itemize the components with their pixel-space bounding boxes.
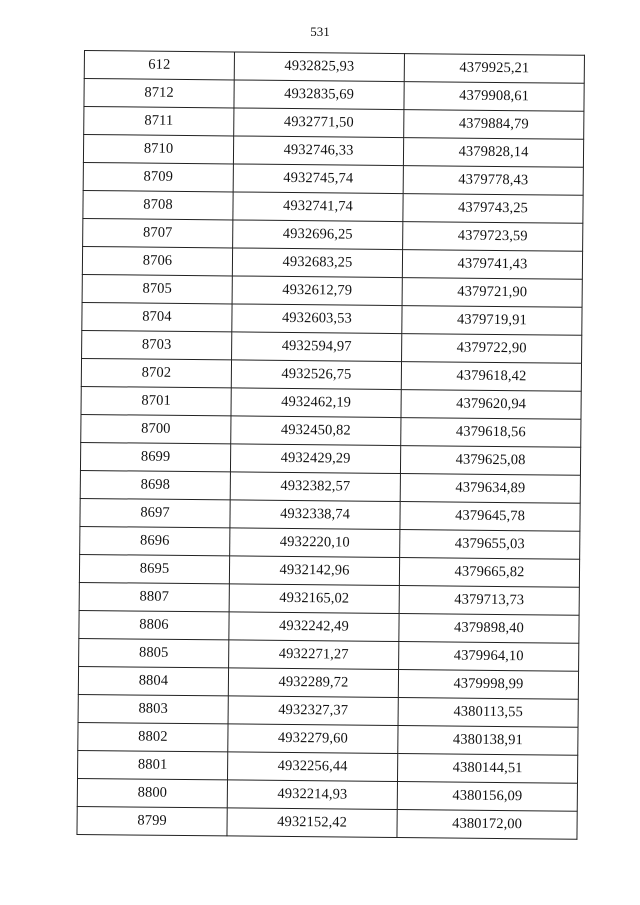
coordinates-table [76, 50, 585, 840]
point-number-cell: 8805 [79, 638, 229, 667]
x-coordinate-cell: 4932256,44 [228, 752, 398, 782]
y-coordinate-cell: 4379618,56 [401, 418, 581, 448]
point-number-cell: 8800 [77, 778, 227, 807]
x-coordinate-cell: 4932741,74 [233, 192, 403, 222]
x-coordinate-cell: 4932696,25 [233, 220, 403, 250]
point-number-cell: 8803 [78, 694, 228, 723]
coordinates-table-body [77, 51, 585, 840]
x-coordinate-cell: 4932746,33 [233, 136, 403, 166]
y-coordinate-cell: 4379721,90 [402, 278, 582, 308]
point-number-cell: 8697 [80, 498, 230, 527]
point-number-cell: 8703 [82, 330, 232, 359]
point-number-cell: 8710 [83, 135, 233, 164]
x-coordinate-cell: 4932152,42 [227, 808, 397, 838]
x-coordinate-cell: 4932603,53 [232, 304, 402, 334]
y-coordinate-cell: 4379908,61 [404, 82, 584, 112]
x-coordinate-cell: 4932214,93 [227, 780, 397, 810]
y-coordinate-cell: 4379998,99 [398, 670, 578, 700]
point-number-cell: 8700 [81, 414, 231, 443]
x-coordinate-cell: 4932594,97 [232, 332, 402, 362]
x-coordinate-cell: 4932327,37 [228, 696, 398, 726]
y-coordinate-cell: 4379620,94 [401, 390, 581, 420]
point-number-cell: 8712 [84, 79, 234, 108]
x-coordinate-cell: 4932289,72 [228, 668, 398, 698]
x-coordinate-cell: 4932165,02 [229, 584, 399, 614]
y-coordinate-cell: 4379645,78 [400, 502, 580, 532]
x-coordinate-cell: 4932279,60 [228, 724, 398, 754]
point-number-cell: 8696 [80, 526, 230, 555]
point-number-cell: 8706 [82, 246, 232, 275]
point-number-cell: 8711 [84, 107, 234, 136]
y-coordinate-cell: 4379964,10 [399, 642, 579, 672]
y-coordinate-cell: 4379828,14 [403, 138, 583, 168]
y-coordinate-cell: 4380113,55 [398, 698, 578, 728]
x-coordinate-cell: 4932242,49 [229, 612, 399, 642]
point-number-cell: 612 [84, 51, 234, 80]
y-coordinate-cell: 4379634,89 [400, 474, 580, 504]
point-number-cell: 8707 [83, 218, 233, 247]
x-coordinate-cell: 4932745,74 [233, 164, 403, 194]
y-coordinate-cell: 4379665,82 [399, 558, 579, 588]
point-number-cell: 8708 [83, 190, 233, 219]
y-coordinate-cell: 4379898,40 [399, 614, 579, 644]
x-coordinate-cell: 4932142,96 [229, 556, 399, 586]
y-coordinate-cell: 4379743,25 [403, 194, 583, 224]
x-coordinate-cell: 4932683,25 [232, 248, 402, 278]
point-number-cell: 8705 [82, 274, 232, 303]
y-coordinate-cell: 4379655,03 [400, 530, 580, 560]
point-number-cell: 8701 [81, 386, 231, 415]
y-coordinate-cell: 4379618,42 [401, 362, 581, 392]
y-coordinate-cell: 4379723,59 [403, 222, 583, 252]
point-number-cell: 8698 [80, 470, 230, 499]
point-number-cell: 8807 [79, 582, 229, 611]
x-coordinate-cell: 4932450,82 [231, 416, 401, 446]
x-coordinate-cell: 4932220,10 [230, 528, 400, 558]
point-number-cell: 8699 [80, 442, 230, 471]
x-coordinate-cell: 4932825,93 [234, 52, 404, 82]
x-coordinate-cell: 4932462,19 [231, 388, 401, 418]
y-coordinate-cell: 4379713,73 [399, 586, 579, 616]
x-coordinate-cell: 4932271,27 [229, 640, 399, 670]
point-number-cell: 8709 [83, 162, 233, 191]
y-coordinate-cell: 4379884,79 [404, 110, 584, 140]
y-coordinate-cell: 4379741,43 [402, 250, 582, 280]
point-number-cell: 8806 [79, 610, 229, 639]
y-coordinate-cell: 4379625,08 [400, 446, 580, 476]
y-coordinate-cell: 4380172,00 [397, 810, 577, 840]
x-coordinate-cell: 4932526,75 [231, 360, 401, 390]
y-coordinate-cell: 4379778,43 [403, 166, 583, 196]
point-number-cell: 8704 [82, 302, 232, 331]
y-coordinate-cell: 4379925,21 [404, 54, 584, 84]
point-number-cell: 8702 [81, 358, 231, 387]
y-coordinate-cell: 4380138,91 [398, 726, 578, 756]
x-coordinate-cell: 4932338,74 [230, 500, 400, 530]
point-number-cell: 8804 [78, 666, 228, 695]
point-number-cell: 8695 [79, 554, 229, 583]
y-coordinate-cell: 4379719,91 [402, 306, 582, 336]
y-coordinate-cell: 4379722,90 [402, 334, 582, 364]
coordinates-table-container [76, 50, 584, 840]
y-coordinate-cell: 4380144,51 [397, 754, 577, 784]
x-coordinate-cell: 4932382,57 [230, 472, 400, 502]
table-row [77, 806, 577, 839]
y-coordinate-cell: 4380156,09 [397, 782, 577, 812]
x-coordinate-cell: 4932612,79 [232, 276, 402, 306]
x-coordinate-cell: 4932429,29 [230, 444, 400, 474]
page-number: 531 [310, 24, 330, 39]
point-number-cell: 8802 [78, 722, 228, 751]
x-coordinate-cell: 4932835,69 [234, 80, 404, 110]
x-coordinate-cell: 4932771,50 [234, 108, 404, 138]
point-number-cell: 8801 [78, 750, 228, 779]
point-number-cell: 8799 [77, 806, 227, 835]
